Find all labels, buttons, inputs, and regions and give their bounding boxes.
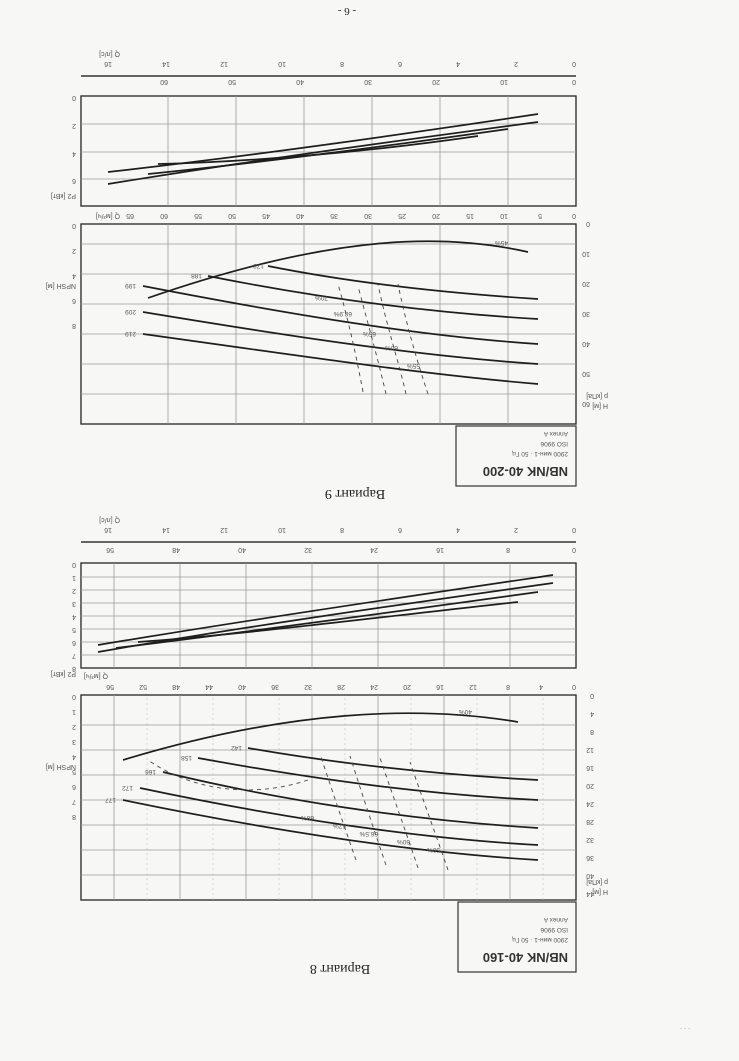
q-m3h-tick-labels-bottom xyxy=(106,546,576,553)
svg-text:2: 2 xyxy=(72,122,76,129)
svg-text:8: 8 xyxy=(506,683,510,690)
svg-text:7: 7 xyxy=(72,652,76,659)
svg-text:2: 2 xyxy=(514,60,518,67)
label-eta-45: 45% xyxy=(494,239,508,246)
label-eta-65: 65% xyxy=(362,330,376,337)
q-m3h-axis-label-hq: Q [м³/ч] xyxy=(83,672,108,679)
svg-text:16: 16 xyxy=(104,60,112,67)
svg-text:60: 60 xyxy=(160,78,168,85)
svg-text:32: 32 xyxy=(304,683,312,690)
label-188: 188 xyxy=(191,272,202,279)
svg-text:45: 45 xyxy=(262,212,270,219)
svg-text:1: 1 xyxy=(72,708,76,715)
svg-text:30: 30 xyxy=(364,78,372,85)
svg-text:4: 4 xyxy=(72,272,76,279)
svg-text:0: 0 xyxy=(572,78,576,85)
label-209: 209 xyxy=(125,308,136,315)
h-curve-209 xyxy=(143,312,538,364)
label-142: 142 xyxy=(231,744,242,751)
svg-text:0: 0 xyxy=(572,212,576,219)
label-178: 178 xyxy=(253,262,264,269)
svg-text:2: 2 xyxy=(72,723,76,730)
p2-axis-label: P2 [кВт] xyxy=(50,670,76,677)
label-199: 199 xyxy=(125,282,136,289)
svg-text:55: 55 xyxy=(194,212,202,219)
label-eta-68: 68% xyxy=(300,814,314,821)
h-curve-177 xyxy=(123,800,538,860)
svg-text:5: 5 xyxy=(72,626,76,633)
q-m3h-tick-labels-hq xyxy=(126,212,576,219)
page-mark: - 6 - xyxy=(337,5,357,17)
p-axis-label: p [кПа] xyxy=(586,878,608,885)
svg-text:6: 6 xyxy=(72,297,76,304)
label-219: 219 xyxy=(125,330,136,337)
p2-curve-177 xyxy=(98,575,553,645)
npsh-curve xyxy=(148,241,528,298)
label-166: 166 xyxy=(145,768,156,775)
label-eta-70: 70% xyxy=(314,294,328,301)
svg-text:28: 28 xyxy=(337,683,345,690)
svg-text:8: 8 xyxy=(340,60,344,67)
q-ls-tick-labels xyxy=(104,526,576,533)
svg-text:8: 8 xyxy=(72,665,76,672)
caption-variant-8: Вариант 8 xyxy=(309,961,371,976)
svg-text:52: 52 xyxy=(139,683,147,690)
svg-text:8: 8 xyxy=(72,813,76,820)
svg-text:6: 6 xyxy=(72,783,76,790)
svg-text:50: 50 xyxy=(582,370,590,377)
svg-text:32: 32 xyxy=(586,836,594,843)
svg-text:1: 1 xyxy=(72,574,76,581)
spec-line-3: Annex A xyxy=(543,916,568,923)
svg-text:16: 16 xyxy=(436,683,444,690)
svg-text:10: 10 xyxy=(500,212,508,219)
h-tick-labels xyxy=(586,692,594,897)
label-eta-50: 50% xyxy=(426,846,440,853)
svg-text:35: 35 xyxy=(330,212,338,219)
model-title: NB/NK 40-200 xyxy=(482,464,568,479)
label-eta-60: 60% xyxy=(384,344,398,351)
npsh-curve xyxy=(123,713,518,760)
p2-curve-209 xyxy=(108,122,538,184)
caption-variant-9: Вариант 9 xyxy=(324,486,386,501)
q-m3h-tick-labels-bottom xyxy=(160,78,576,85)
svg-text:48: 48 xyxy=(172,683,180,690)
model-title: NB/NK 40-160 xyxy=(482,950,568,965)
svg-text:24: 24 xyxy=(586,800,594,807)
svg-text:44: 44 xyxy=(205,683,213,690)
corner-scan-mark: · · · xyxy=(680,1025,691,1032)
svg-text:25: 25 xyxy=(398,212,406,219)
svg-text:5: 5 xyxy=(72,768,76,775)
svg-text:0: 0 xyxy=(572,546,576,553)
label-172: 172 xyxy=(122,784,133,791)
svg-text:10: 10 xyxy=(278,60,286,67)
svg-text:10: 10 xyxy=(500,78,508,85)
svg-text:12: 12 xyxy=(220,60,228,67)
svg-text:0: 0 xyxy=(586,220,590,227)
svg-text:28: 28 xyxy=(586,818,594,825)
svg-text:0: 0 xyxy=(72,222,76,229)
svg-text:20: 20 xyxy=(432,78,440,85)
p2-curve-166 xyxy=(116,592,538,648)
label-eta-60: 60% xyxy=(396,838,410,845)
chart-block-nb-nk-40-160 xyxy=(46,516,608,972)
spec-line-2: ISO 9906 xyxy=(540,440,568,447)
npsh-axis-label: NPSH [м] xyxy=(45,282,76,289)
svg-text:5: 5 xyxy=(538,212,542,219)
svg-text:0: 0 xyxy=(572,683,576,690)
svg-text:6: 6 xyxy=(398,60,402,67)
label-eta-55: 55% xyxy=(406,362,420,369)
svg-text:4: 4 xyxy=(72,753,76,760)
svg-text:8: 8 xyxy=(590,728,594,735)
svg-text:36: 36 xyxy=(271,683,279,690)
label-177: 177 xyxy=(105,796,116,803)
npsh-tick-labels xyxy=(72,693,76,820)
svg-text:16: 16 xyxy=(104,526,112,533)
svg-text:4: 4 xyxy=(456,60,460,67)
svg-text:20: 20 xyxy=(403,683,411,690)
svg-text:32: 32 xyxy=(304,546,312,553)
svg-text:4: 4 xyxy=(72,150,76,157)
svg-text:40: 40 xyxy=(296,212,304,219)
svg-text:0: 0 xyxy=(72,693,76,700)
svg-text:36: 36 xyxy=(586,854,594,861)
svg-text:12: 12 xyxy=(586,746,594,753)
npsh-axis-label: NPSH [м] xyxy=(45,763,76,770)
svg-text:4: 4 xyxy=(456,526,460,533)
svg-text:40: 40 xyxy=(238,546,246,553)
p2-tick-labels xyxy=(72,94,76,184)
svg-text:6: 6 xyxy=(72,177,76,184)
svg-text:60: 60 xyxy=(160,212,168,219)
svg-text:50: 50 xyxy=(228,78,236,85)
h-curve-158 xyxy=(198,758,538,800)
svg-text:0: 0 xyxy=(590,692,594,699)
h-tick-labels xyxy=(582,220,590,407)
svg-text:15: 15 xyxy=(466,212,474,219)
p2-axis-label: P2 [кВт] xyxy=(50,192,76,199)
svg-text:20: 20 xyxy=(432,212,440,219)
svg-text:14: 14 xyxy=(162,526,170,533)
svg-text:16: 16 xyxy=(586,764,594,771)
label-eta-67: 67% xyxy=(332,822,346,829)
svg-text:10: 10 xyxy=(582,250,590,257)
q-ls-tick-labels xyxy=(104,60,576,67)
svg-text:8: 8 xyxy=(506,546,510,553)
svg-text:7: 7 xyxy=(72,798,76,805)
label-eta-689: 68.9% xyxy=(333,310,352,317)
p2-tick-labels xyxy=(72,561,76,672)
svg-text:2: 2 xyxy=(514,526,518,533)
svg-text:56: 56 xyxy=(106,683,114,690)
svg-text:60: 60 xyxy=(582,400,590,407)
eff-line-60 xyxy=(398,284,428,394)
h-axis-label: H [м] xyxy=(592,888,608,895)
q-m3h-tick-labels-hq xyxy=(106,683,576,690)
svg-text:16: 16 xyxy=(436,546,444,553)
svg-text:12: 12 xyxy=(469,683,477,690)
svg-text:0: 0 xyxy=(72,561,76,568)
q-ls-axis-label: Q [л/с] xyxy=(99,516,120,523)
spec-line-3: Annex A xyxy=(543,430,568,437)
svg-text:20: 20 xyxy=(586,782,594,789)
svg-text:44: 44 xyxy=(586,890,594,897)
svg-text:3: 3 xyxy=(72,600,76,607)
svg-text:6: 6 xyxy=(72,639,76,646)
svg-text:50: 50 xyxy=(228,212,236,219)
svg-text:2: 2 xyxy=(72,247,76,254)
q-ls-axis-label: Q [л/с] xyxy=(99,50,120,57)
svg-text:30: 30 xyxy=(364,212,372,219)
label-eta-40: 40% xyxy=(458,708,472,715)
chart-block-nb-nk-40-200 xyxy=(46,50,608,486)
svg-text:8: 8 xyxy=(72,322,76,329)
q-m3h-axis-label-hq: Q [м³/ч] xyxy=(95,212,120,219)
svg-text:24: 24 xyxy=(370,546,378,553)
svg-text:12: 12 xyxy=(220,526,228,533)
svg-text:24: 24 xyxy=(370,683,378,690)
svg-text:8: 8 xyxy=(340,526,344,533)
svg-text:3: 3 xyxy=(72,738,76,745)
svg-text:14: 14 xyxy=(162,60,170,67)
svg-text:56: 56 xyxy=(106,546,114,553)
svg-text:4: 4 xyxy=(72,613,76,620)
eff-line-67 xyxy=(350,756,386,865)
svg-text:4: 4 xyxy=(539,683,543,690)
svg-text:40: 40 xyxy=(238,683,246,690)
svg-text:20: 20 xyxy=(582,280,590,287)
svg-text:2: 2 xyxy=(72,587,76,594)
svg-text:48: 48 xyxy=(172,546,180,553)
label-158: 158 xyxy=(181,754,192,761)
svg-text:65: 65 xyxy=(126,212,134,219)
p-axis-label: p [кПа] xyxy=(586,392,608,399)
spec-line-2: ISO 9906 xyxy=(540,926,568,933)
label-eta-665: 66.5% xyxy=(359,830,378,837)
hq-gridlines xyxy=(81,224,576,424)
spec-line-1: 2900 мин-1 · 50 Гц xyxy=(512,450,568,457)
svg-text:0: 0 xyxy=(572,526,576,533)
svg-text:6: 6 xyxy=(398,526,402,533)
svg-text:0: 0 xyxy=(572,60,576,67)
spec-line-1: 2900 мин-1 · 50 Гц xyxy=(512,936,568,943)
svg-text:40: 40 xyxy=(296,78,304,85)
h-axis-label: H [м] xyxy=(592,402,608,409)
svg-text:40: 40 xyxy=(586,872,594,879)
svg-text:4: 4 xyxy=(590,710,594,717)
svg-text:30: 30 xyxy=(582,310,590,317)
svg-text:10: 10 xyxy=(278,526,286,533)
svg-text:0: 0 xyxy=(72,94,76,101)
svg-text:40: 40 xyxy=(582,340,590,347)
npsh-tick-labels xyxy=(72,222,76,329)
